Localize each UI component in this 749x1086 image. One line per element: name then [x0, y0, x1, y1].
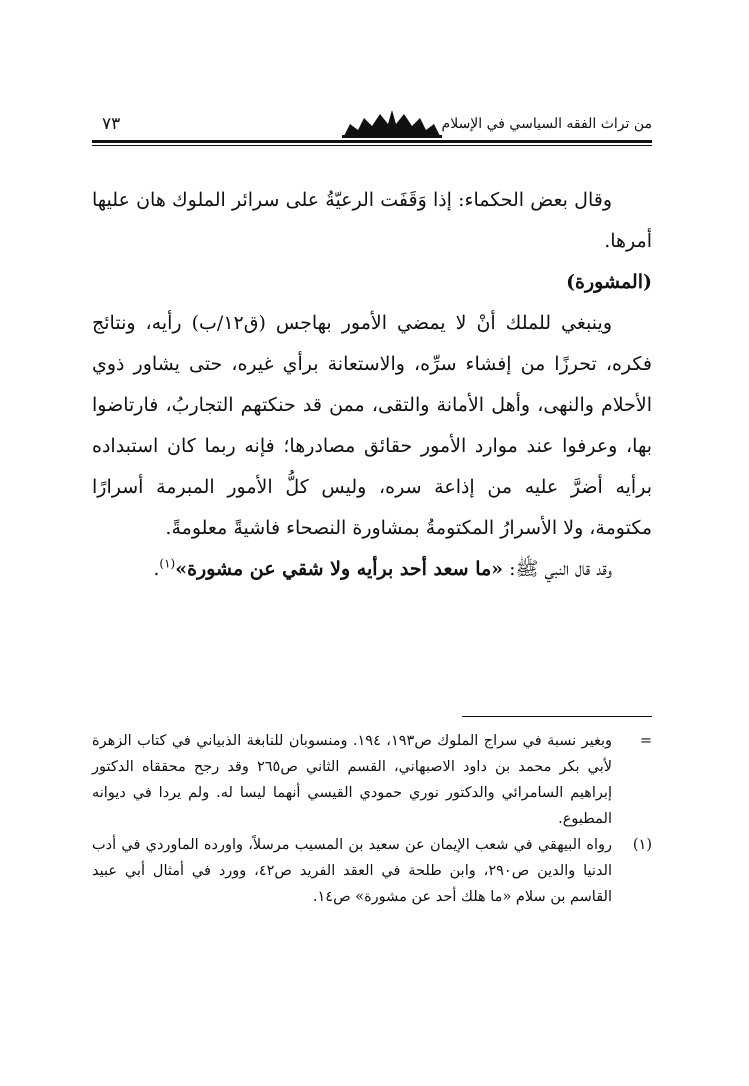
paragraph-sages-saying: وقال بعض الحكماء: إذا وَقَفَت الرعيّةُ على سرائر الملوك هان عليها أمرها.	[92, 189, 652, 252]
footnote-mark: (١)	[632, 837, 652, 853]
hadith-end: .	[153, 558, 160, 580]
paragraph-hadith	[92, 549, 652, 590]
footnote-continuation	[92, 728, 652, 832]
footnotes	[92, 728, 652, 910]
footnote-reference: (١)	[159, 556, 176, 571]
header-rule-thin	[92, 145, 652, 146]
crown-ornament-icon	[342, 108, 442, 138]
header-rule-thick	[92, 140, 652, 143]
page-number: ٧٣	[102, 114, 121, 134]
running-title: من تراث الفقه السياسي في الإسلام	[441, 116, 652, 132]
main-text	[92, 180, 652, 590]
footnote-separator	[462, 716, 652, 717]
footnote-text: رواه البيهقي في شعب الإيمان عن سعيد بن المسيب مرسلاً، واورده الماوردي في أدب الدنيا والدين ص٢٩٠، وابن طلحة في العقد الفريد ص٤٢، وورد في أمثال أبي عبيد القاسم بن سلام «ما هلك أحد عن مشورة» ص١٤.	[92, 837, 612, 905]
footnote-text: وبغير نسبة في سراج الملوك ص١٩٣، ١٩٤. ومنسوبان للنابغة الذبياني في كتاب الزهرة لأبي بكر محمد بن داود الاصبهاني، القسم الثاني ص٢٦٥ وقد رجح محققاه الدكتور إبراهيم السامرائي والدكتور نوري حمودي القيسي أنهما ليسا له. ولم يردا في ديوانه المطبوع.	[92, 733, 613, 827]
footnote-mark: =	[639, 733, 652, 749]
hadith-intro: وقد قال النبي ﷺ:	[503, 558, 612, 580]
hadith-quote: «ما سعد أحد برأيه ولا شقي عن مشورة»	[175, 558, 504, 580]
section-heading-consultation: (المشورة)	[566, 271, 652, 293]
footnote-1	[92, 832, 652, 910]
paragraph-consultation: وينبغي للملك أنْ لا يمضي الأمور بهاجس (ق١٢/ب) رأيه، ونتائج فكره، تحرزًا من إفشاء سرِّه، والاستعانة برأي غيره، حتى يشاور ذوي الأحلام والنهى، وأهل الأمانة والتقى، ممن قد حنكتهم التجاربُ، فارتاضوا بها، وعرفوا عند موارد الأمور حقائق مصادرها؛ فإنه ربما كان استبداده برأيه أضرَّ عليه من إذاعة سره، وليس كلُّ الأمور المبرمة أسرارًا مكتومة، ولا الأسرارُ المكتومةُ بمشاورة النصحاء فاشيةً معلومةً.	[92, 312, 652, 539]
